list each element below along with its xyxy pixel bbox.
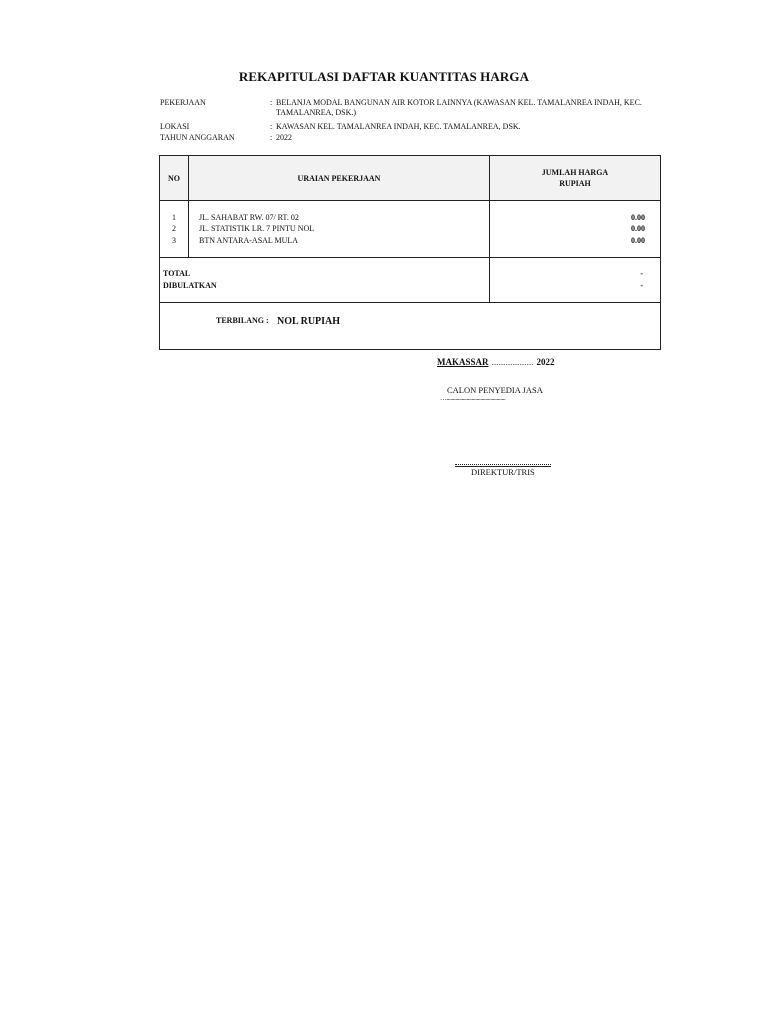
document-title: REKAPITULASI DAFTAR KUANTITAS HARGA [238, 69, 530, 84]
total-values [490, 258, 661, 303]
position-title: DIREKTUR/TRIS [471, 467, 535, 477]
table-header-row [160, 156, 661, 201]
item-uraian: JL. SAHABAT RW. 07/ RT. 02 [199, 212, 299, 222]
company-dots: …............................................... [440, 394, 506, 402]
pekerjaan-value: BELANJA MODAL BANGUNAN AIR KOTOR LAINNYA (KAWASAN KEL. TAMALANREA INDAH, KEC. TAMALANREA, DSK.) [276, 98, 642, 117]
tahun-label: TAHUN ANGGARAN [160, 133, 235, 142]
item-numbers [160, 201, 189, 258]
signature-dotted-line [455, 464, 551, 465]
item-no: 2 [172, 224, 176, 234]
total-row [160, 258, 661, 303]
lokasi-value: KAWASAN KEL. TAMALANREA INDAH, KEC. TAMALANREA, DSK. [276, 122, 521, 131]
item-descriptions [189, 201, 490, 258]
colon: : [270, 98, 273, 107]
dibulatkan-label: DIBULATKAN [163, 281, 217, 290]
total-labels [160, 258, 490, 303]
item-jumlah: 0.00 [631, 235, 645, 245]
header-jumlah-line2: RUPIAH [559, 179, 591, 188]
header-uraian: URAIAN PEKERJAAN [189, 156, 490, 201]
item-uraian: BTN ANTARA-ASAL MULA [199, 235, 299, 245]
terbilang-cell [160, 303, 661, 350]
item-no: 3 [172, 235, 176, 245]
city: MAKASSAR [437, 357, 489, 367]
item-jumlah: 0.00 [631, 212, 645, 222]
terbilang-row [160, 303, 661, 350]
items-row [160, 201, 661, 258]
colon: : [270, 133, 273, 142]
header-jumlah-line1: JUMLAH HARGA [541, 168, 609, 177]
header-no: NO [160, 156, 189, 201]
dibulatkan-value: - [640, 281, 643, 290]
total-value: - [640, 269, 643, 278]
terbilang-value: NOL RUPIAH [277, 316, 341, 327]
item-values [490, 201, 661, 258]
rekap-table [159, 155, 661, 350]
calon-penyedia: CALON PENYEDIA JASA [447, 385, 543, 395]
pekerjaan-label: PEKERJAAN [160, 98, 206, 107]
lokasi-label: LOKASI [160, 122, 190, 131]
item-jumlah: 0.00 [631, 224, 645, 234]
item-uraian: JL. STATISTIK LR. 7 PINTU NOL [199, 224, 315, 234]
date-dots: ........................ [491, 359, 534, 367]
item-no: 1 [172, 212, 176, 222]
header-jumlah [490, 156, 661, 201]
year: 2022 [536, 357, 555, 367]
colon: : [270, 122, 273, 131]
place-date [437, 357, 555, 367]
terbilang-label: TERBILANG : [216, 316, 269, 325]
tahun-value: 2022 [276, 133, 292, 142]
total-label: TOTAL [163, 269, 191, 278]
